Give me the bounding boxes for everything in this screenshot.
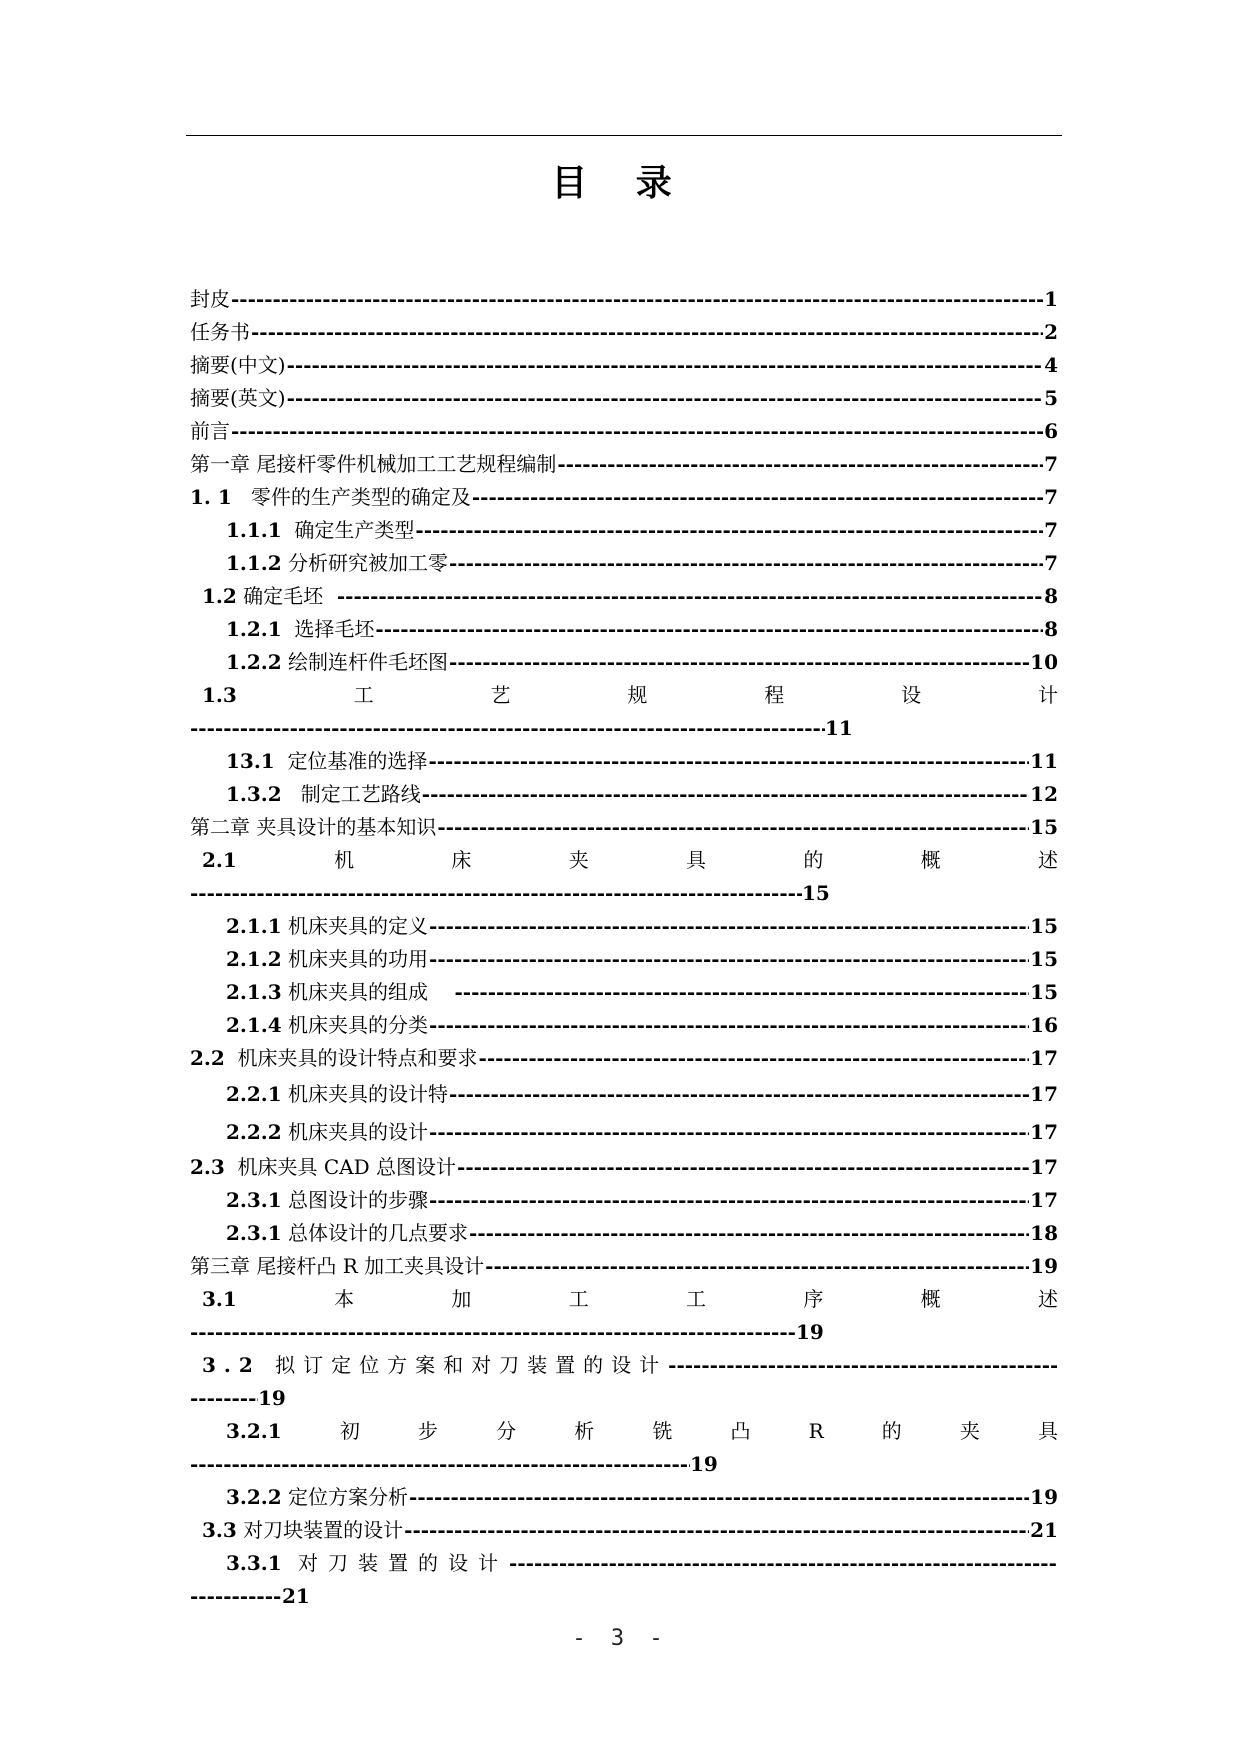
toc-page: 17 [1030,1082,1058,1106]
toc-entry[interactable] [190,514,1058,547]
toc-number: 3.2 [202,1353,261,1377]
toc-label: 1.1.1 确定生产类型 [226,518,415,542]
toc-page: 7 [1044,551,1058,575]
toc-label: 1.2.2 绘制连杆件毛坯图 [226,650,449,674]
toc-page: 15 [1030,947,1058,971]
toc-entry[interactable] [190,1075,1058,1113]
toc-continuation [190,1580,1058,1613]
toc-page: 17 [1030,1155,1058,1179]
toc-label: 2.1.1 机床夹具的定义 [226,914,429,938]
toc-label: 摘要(英文) [190,386,286,410]
toc-page: 1 [1044,287,1058,311]
toc-entry-spread[interactable]: 2.1 机 床 夹 具 的 概 述 [190,844,1058,877]
toc-entry[interactable] [190,1042,1058,1075]
toc-label: 1.2 确定毛坯 [202,584,324,608]
toc-entry[interactable] [190,745,1058,778]
toc-entry[interactable] [190,349,1058,382]
toc-label: 13.1 定位基准的选择 [226,749,428,773]
toc-entry-spread[interactable]: 3.2.1 初 步 分 析 铣 凸 R 的 夹 具 [190,1415,1058,1448]
toc-page: 6 [1044,419,1058,443]
toc-page: 19 [1030,1485,1058,1509]
toc-entry[interactable] [190,1151,1058,1184]
toc-number: 2.1.3 [226,980,282,1004]
toc-number: 2.2.1 [226,1082,282,1106]
toc-entry[interactable] [190,547,1058,580]
toc-label: 3.2.2 定位方案分析 [226,1485,409,1509]
toc-entry[interactable] [190,1250,1058,1283]
toc-label: 2.2 机床夹具的设计特点和要求 [190,1046,478,1070]
toc-page: 7 [1044,518,1058,542]
page-title: 目 录 [551,163,690,204]
toc-page: 21 [282,1584,310,1608]
toc-number: 2.3 [190,1155,225,1179]
toc-entry[interactable] [190,613,1058,646]
toc-number: 3.2.2 [226,1485,282,1509]
toc-page: 19 [690,1452,718,1476]
toc-entry[interactable] [190,316,1058,349]
toc-page: 8 [1044,617,1058,641]
toc-entry[interactable] [190,1009,1058,1042]
toc-number: 1.2 [202,584,237,608]
toc-entry[interactable] [190,1184,1058,1217]
toc-page: 21 [1030,1518,1058,1542]
toc-label: 2.1.3 机床夹具的组成 [226,980,429,1004]
toc-number: 1.2.2 [226,650,282,674]
toc-label: 2.1.4 机床夹具的分类 [226,1013,429,1037]
toc-entry[interactable] [190,1514,1058,1547]
toc-page: 11 [825,716,853,740]
toc-page: 15 [1030,980,1058,1004]
toc-label: 第三章 尾接杆凸 R 加工夹具设计 [190,1254,485,1278]
toc-entry[interactable] [190,778,1058,811]
toc-page: 7 [1044,452,1058,476]
toc-number: 1. 1 [190,485,232,509]
toc-page: 17 [1030,1120,1058,1144]
toc-page: 17 [1030,1046,1058,1070]
toc-entry[interactable] [190,448,1058,481]
toc-number: 1.2.1 [226,617,282,641]
toc-entry[interactable] [190,283,1058,316]
toc-label: 摘要(中文) [190,353,286,377]
toc-label: 3.2 拟订定位方案和对刀装置的设计 [202,1353,668,1377]
toc-label: 1.3.2 制定工艺路线 [226,782,421,806]
toc-number: 3.1 [202,1287,237,1311]
page-number: - 3 - [572,1626,669,1651]
toc-number: 2.1.2 [226,947,282,971]
toc-label: 1.2.1 选择毛坯 [226,617,375,641]
toc-continuation [190,1448,1058,1481]
toc-label: 3.3.1 对刀装置的设计 [226,1551,509,1575]
toc-number: 3.3.1 [226,1551,282,1575]
toc-entry[interactable] [190,1349,1058,1382]
toc-label: 第二章 夹具设计的基本知识 [190,815,437,839]
toc-entry[interactable] [190,976,1058,1009]
toc-continuation [190,712,1058,745]
toc-number: 2.3.1 [226,1188,282,1212]
toc-label: 1. 1 零件的生产类型的确定及 [190,485,471,509]
toc-entry-spread[interactable]: 3.1 本 加 工 工 序 概 述 [190,1283,1058,1316]
toc-entry[interactable] [190,481,1058,514]
toc-page: 8 [1044,584,1058,608]
toc-number: 1.1.1 [226,518,282,542]
header-rule [186,135,1062,136]
toc-page: 18 [1030,1221,1058,1245]
toc-entry-spread[interactable]: 1.3 工 艺 规 程 设 计 [190,679,1058,712]
toc-page: 19 [796,1320,824,1344]
toc-label: 第一章 尾接杆零件机械加工工艺规程编制 [190,452,557,476]
toc-entry[interactable] [190,1113,1058,1151]
toc-number: 2.1.1 [226,914,282,938]
toc-continuation [190,1316,1058,1349]
toc-page: 19 [1030,1254,1058,1278]
toc-page: 17 [1030,1188,1058,1212]
toc-page: 2 [1044,320,1058,344]
toc-continuation [190,1382,1058,1415]
toc-number: 2.3.1 [226,1221,282,1245]
toc-page: 5 [1044,386,1058,410]
toc-entry[interactable] [190,580,1058,613]
toc-entry[interactable] [190,910,1058,943]
toc-number: 2.1.4 [226,1013,282,1037]
toc-page: 16 [1030,1013,1058,1037]
toc-number: 1.3.2 [226,782,282,806]
toc-entry[interactable] [190,415,1058,448]
toc-page: 15 [802,881,830,905]
toc-number: 13.1 [226,749,275,773]
toc-label: 2.3.1 总图设计的步骤 [226,1188,429,1212]
toc-number: 2.2 [190,1046,225,1070]
toc-entry[interactable] [190,811,1058,844]
toc-label: 前言 [190,419,230,443]
toc-number: 3.2.1 [226,1419,282,1443]
toc-number: 1.1.2 [226,551,282,575]
toc-page: 15 [1030,815,1058,839]
toc-label: 2.2.1 机床夹具的设计特 [226,1082,449,1106]
toc-number: 2.1 [202,848,237,872]
toc-label: 2.2.2 机床夹具的设计 [226,1120,429,1144]
toc-continuation [190,877,1058,910]
toc-page: 4 [1044,353,1058,377]
toc-page: 19 [258,1386,286,1410]
toc-label: 2.3 机床夹具 CAD 总图设计 [190,1155,457,1179]
toc-page: 15 [1030,914,1058,938]
toc-label: 3.3 对刀块装置的设计 [202,1518,404,1542]
toc-label: 2.3.1 总体设计的几点要求 [226,1221,469,1245]
toc-page: 11 [1030,749,1058,773]
toc-label: 封皮 [190,287,230,311]
toc-page: 10 [1030,650,1058,674]
toc-label: 1.1.2 分析研究被加工零 [226,551,449,575]
toc-number: 3.3 [202,1518,237,1542]
toc-entry[interactable] [190,382,1058,415]
toc-page: 7 [1044,485,1058,509]
toc-entry[interactable] [190,943,1058,976]
toc-entry[interactable] [190,1217,1058,1250]
toc-label: 任务书 [190,320,250,344]
toc-number: 1.3 [202,683,237,707]
toc-entry[interactable] [190,1481,1058,1514]
toc-entry[interactable] [190,1547,1058,1580]
toc-page: 12 [1030,782,1058,806]
table-of-contents [190,283,1058,1613]
toc-entry[interactable] [190,646,1058,679]
toc-label: 2.1.2 机床夹具的功用 [226,947,429,971]
toc-number: 2.2.2 [226,1120,282,1144]
